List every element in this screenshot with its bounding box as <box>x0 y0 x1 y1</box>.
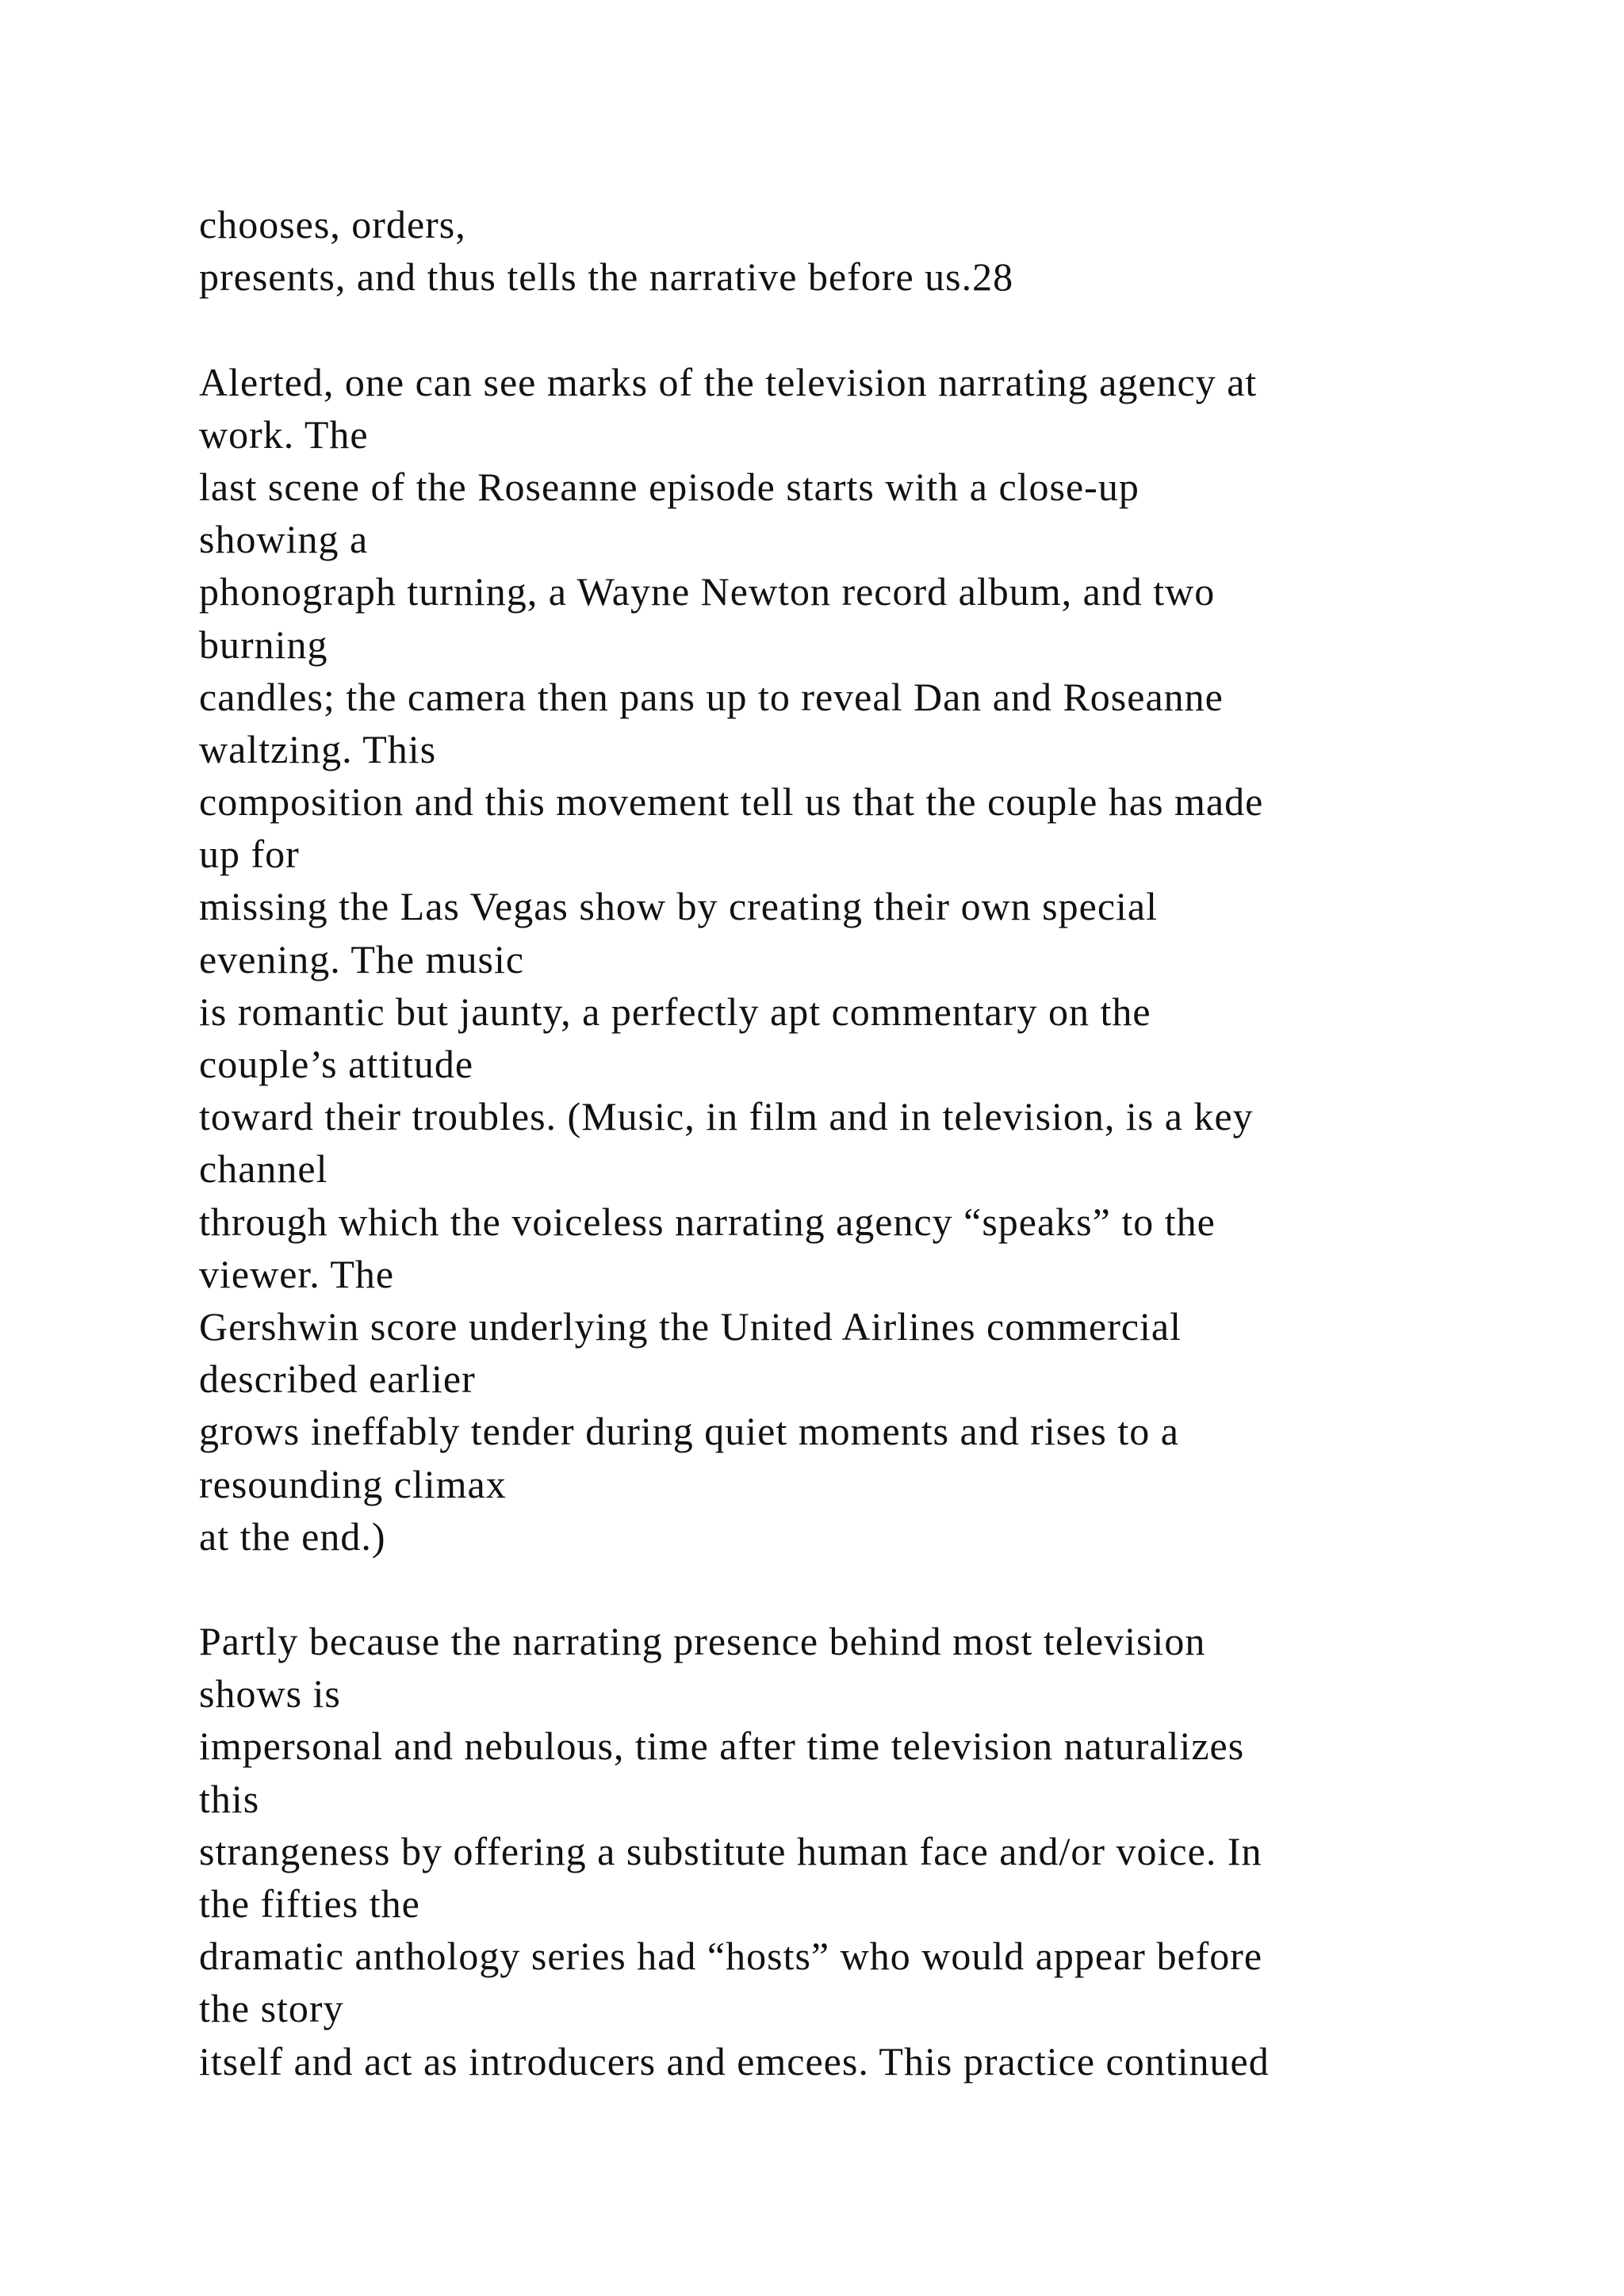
body-text <box>199 198 1547 2087</box>
text-line: channel <box>199 1146 328 1192</box>
text-line: impersonal and nebulous, time after time television naturalizes <box>199 1724 1245 1769</box>
text-line: candles; the camera then pans up to reveal Dan and Roseanne <box>199 674 1224 719</box>
text-line: phonograph turning, a Wayne Newton record album, and two <box>199 569 1216 614</box>
text-line: up for <box>199 832 300 877</box>
text-line: grows ineffably tender during quiet moments and rises to a <box>199 1409 1179 1454</box>
text-line: Alerted, one can see marks of the television narrating agency at <box>199 359 1258 404</box>
text-line: showing a <box>199 517 369 562</box>
text-line: last scene of the Roseanne episode starts with a close-up <box>199 464 1139 509</box>
text-line: described earlier <box>199 1357 476 1402</box>
text-line: burning <box>199 622 328 667</box>
text-line: at the end.) <box>199 1513 386 1559</box>
text-line: chooses, orders, <box>199 202 466 247</box>
text-line: Gershwin score underlying the United Airlines commercial <box>199 1303 1182 1349</box>
text-line: shows is <box>199 1671 341 1716</box>
text-line: the story <box>199 1986 344 2031</box>
text-line: through which the voiceless narrating agency “speaks” to the <box>199 1199 1216 1244</box>
paragraph-break <box>199 1563 1547 1615</box>
paragraph-break <box>199 303 1547 355</box>
text-line: this <box>199 1776 260 1821</box>
text-line: Partly because the narrating presence behind most television <box>199 1619 1206 1664</box>
text-line: itself and act as introducers and emcees. This practice continued <box>199 2038 1270 2084</box>
text-line: work. The <box>199 411 369 457</box>
text-line: the fifties the <box>199 1881 420 1926</box>
text-line: resounding climax <box>199 1461 507 1506</box>
text-line: is romantic but jaunty, a perfectly apt commentary on the <box>199 989 1151 1034</box>
text-line: strangeness by offering a substitute human face and/or voice. In <box>199 1828 1262 1873</box>
text-line: dramatic anthology series had “hosts” who would appear before <box>199 1934 1263 1979</box>
text-line: missing the Las Vegas show by creating their own special <box>199 884 1159 929</box>
text-line: viewer. The <box>199 1251 395 1296</box>
text-line: evening. The music <box>199 936 525 982</box>
text-line: composition and this movement tell us that the couple has made <box>199 779 1264 825</box>
text-line: toward their troubles. (Music, in film and in television, is a key <box>199 1094 1254 1139</box>
text-line: presents, and thus tells the narrative before us.28 <box>199 254 1014 300</box>
text-line: couple’s attitude <box>199 1042 474 1086</box>
text-line: waltzing. This <box>199 726 437 771</box>
